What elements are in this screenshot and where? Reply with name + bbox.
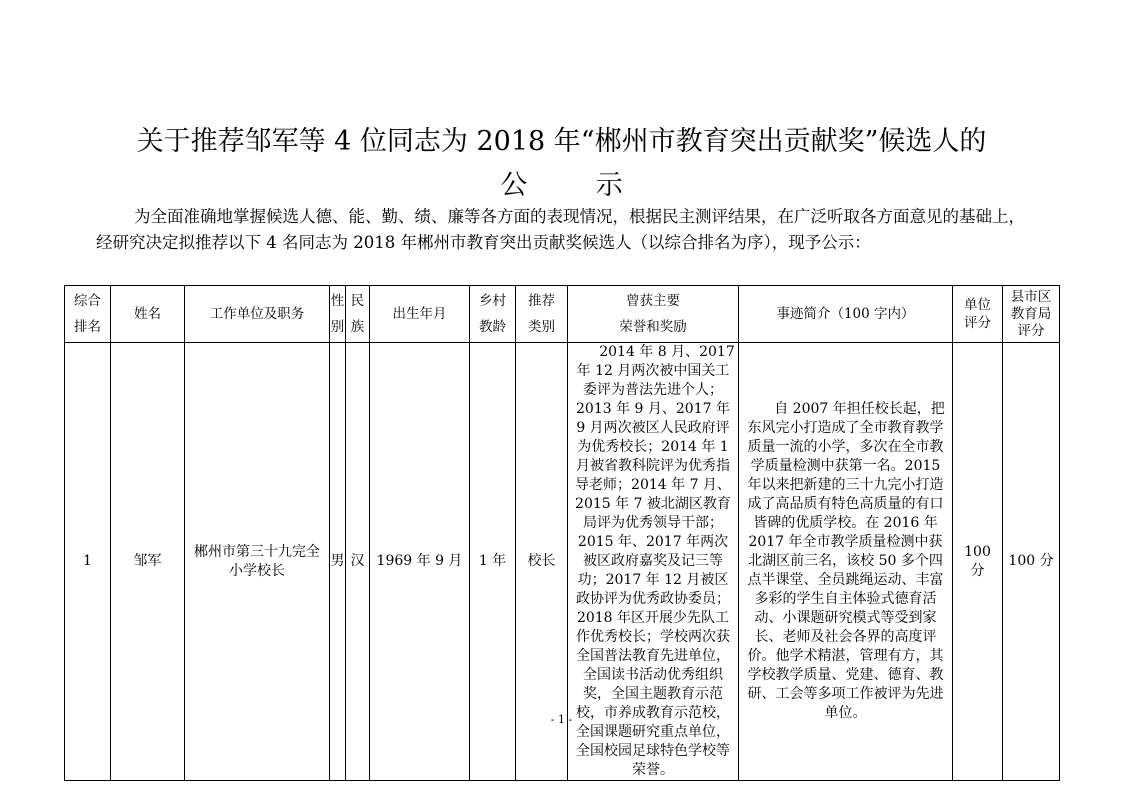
- intro-paragraph: 为全面准确地掌握候选人德、能、勤、绩、廉等各方面的表现情况，根据民主测评结果，在广泛听取各方面意见的基础上，经研究决定拟推荐以下 4 名同志为 2018 年郴州市教育突出贡献奖候选人（以综合排名为序），现予公示：: [96, 207, 1025, 252]
- header-summary: 事迹简介（100 字内）: [739, 286, 953, 343]
- cell-gender: 男: [330, 343, 346, 781]
- header-bureau-score: 县市区 教育局 评分: [1003, 286, 1060, 343]
- page-number: - 1 -: [550, 713, 573, 726]
- cell-rank: 1: [65, 343, 111, 781]
- cell-ethnicity: 汉: [346, 343, 370, 781]
- cell-birth: 1969 年 9 月: [370, 343, 470, 781]
- cell-rural-years: 1 年: [470, 343, 516, 781]
- header-birth: 出生年月: [370, 286, 470, 343]
- header-unit-score: 单位 评分: [953, 286, 1003, 343]
- header-unit: 工作单位及职务: [185, 286, 330, 343]
- header-category: 推荐 类别: [516, 286, 568, 343]
- header-rank: 综合 排名: [65, 286, 111, 343]
- header-honors: 曾获主要 荣誉和奖励: [568, 286, 739, 343]
- page-subtitle: 公 示: [500, 170, 653, 201]
- cell-category: 校长: [516, 343, 568, 781]
- header-name: 姓名: [111, 286, 185, 343]
- cell-summary: 自 2007 年担任校长起，把东风完小打造成了全市教育教学质量一流的小学，多次在全市教学质量检测中获第一名。2015 年以来把新建的三十九完小打造成了高品质有特色高质量的有口皆碑的优质学校。在 2016 年 2017 年全市教学质量检测中获北湖区前三名，该校 50 多个四点半课堂、全员跳绳运动、丰富多彩的学生自主体验式德育活动、小课题研究模式等受到家长、老师及社会各界的高度评价。他学术精湛，管理有方，其学校教学质量、党建、德育、教研、工会等多项工作被评为先进单位。: [739, 343, 953, 781]
- cell-unit-score: 100 分: [953, 343, 1003, 781]
- cell-honors: 2014 年 8 月、2017 年 12 月两次被中国关工委评为普法先进个人；2013 年 9 月、2017 年 9 月两次被区人民政府评为优秀校长；2014 年 1 月被省教科院评为优秀指导老师；2014 年 7 月、2015 年 7 被北湖区教育局评为优秀领导干部；2015 年、2017 年两次被区政府嘉奖及记三等功；2017 年 12 月被区政协评为优秀政协委员；2018 年区开展少先队工作优秀校长；学校两次获全国普法教育先进单位，全国读书活动优秀组织奖，全国主题教育示范校，市养成教育示范校，全国课题研究重点单位，全国校园足球特色学校等荣誉。: [568, 343, 739, 781]
- page-title: 关于推荐邹军等 4 位同志为 2018 年“郴州市教育突出贡献奖”候选人的: [136, 126, 987, 157]
- candidates-table: [64, 285, 1060, 781]
- cell-unit: 郴州市第三十九完全小学校长: [185, 343, 330, 781]
- table-header-row: [65, 286, 1060, 343]
- cell-bureau-score: 100 分: [1003, 343, 1060, 781]
- header-ethnicity: 民 族: [346, 286, 370, 343]
- header-rural-years: 乡村 教龄: [470, 286, 516, 343]
- cell-name: 邹军: [111, 343, 185, 781]
- header-gender: 性 别: [330, 286, 346, 343]
